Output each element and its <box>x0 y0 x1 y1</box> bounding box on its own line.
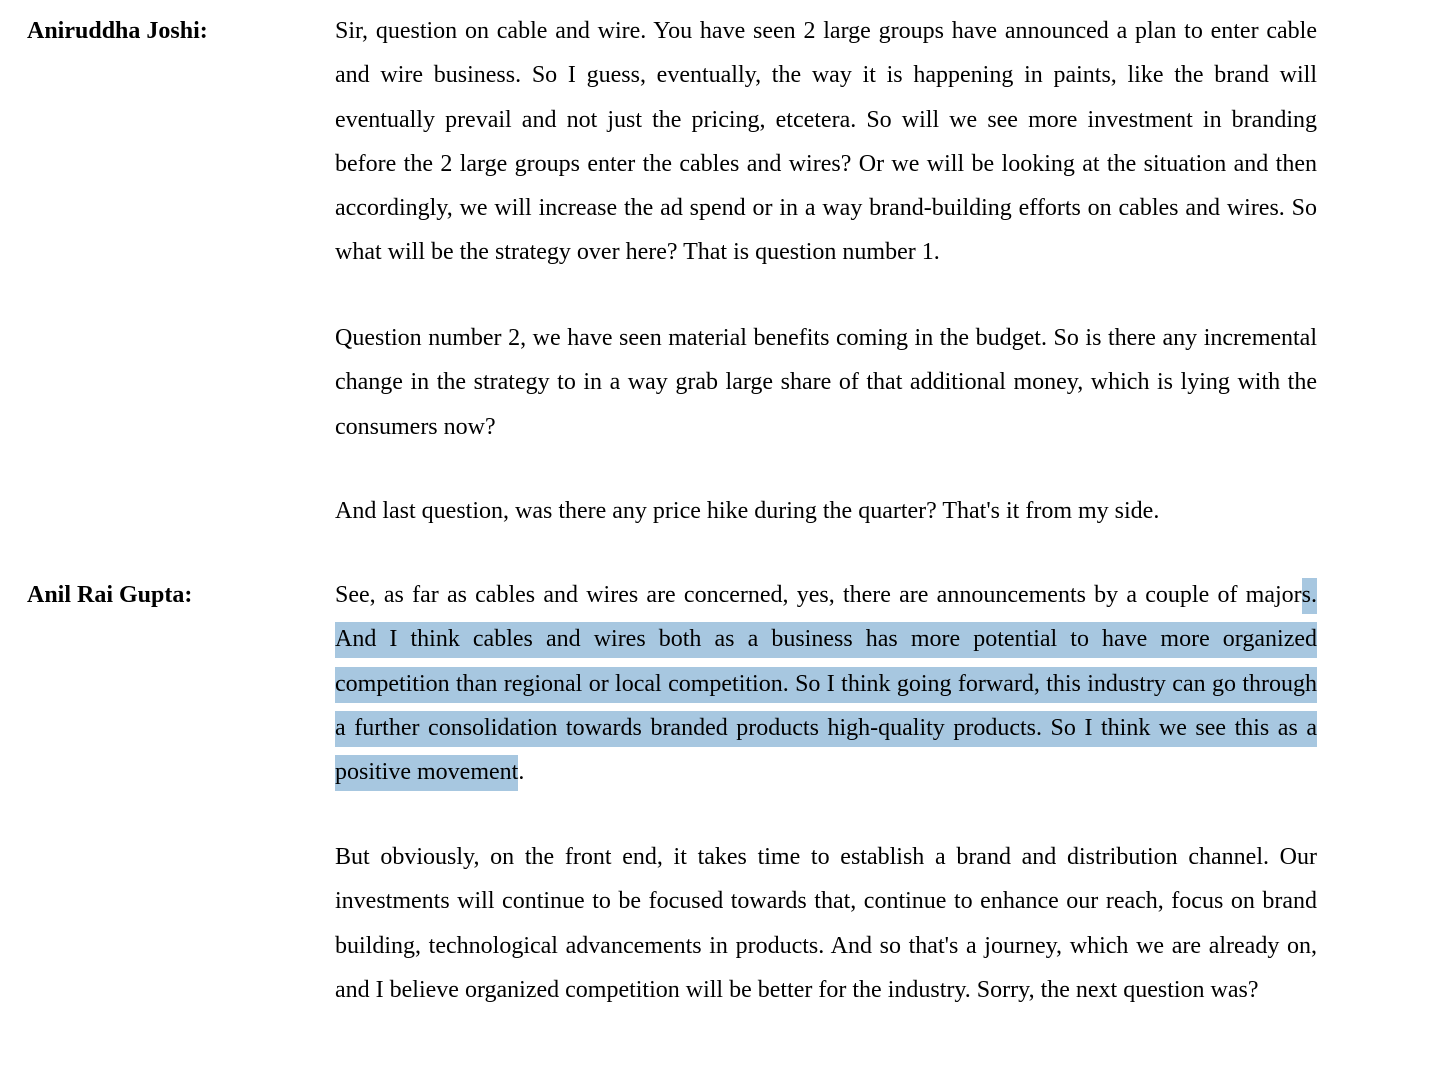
answer-text-after-selection: . <box>518 759 525 786</box>
answer-text-before-selection: See, as far as cables and wires are concerned, yes, there are announcements by a couple of major <box>335 582 1302 608</box>
question-paragraph-3[interactable]: And last question, was there any price hike during the quarter? That's it from my side. <box>335 498 1160 524</box>
speaker-name: Anil Rai Gupta: <box>27 582 193 608</box>
question-paragraph-1[interactable]: Sir, question on cable and wire. You have seen 2 large groups have announced a plan to enter cable and wire business. So I guess, eventually, the way it is happening in paints, like the brand will eventually prevail and not just the pricing, etcetera. So will we see more investment in branding before the 2 large groups enter the cables and wires? Or we will be looking at the situation and then accordingly, we will increase the ad spend or in a way brand-building efforts on cables and wires. So what will be the strategy over here? That is question number 1. <box>335 18 1317 266</box>
speaker-name: Aniruddha Joshi: <box>27 18 208 44</box>
answer-paragraph-1[interactable] <box>335 573 1317 794</box>
answer-paragraph-2[interactable]: But obviously, on the front end, it takes time to establish a brand and distribution channel. Our investments will continue to be focused towards that, continue to enhance our reach, focus on brand building, technological advancements in products. And so that's a journey, which we are already on, and I believe organized competition will be better for the industry. Sorry, the next question was? <box>335 844 1317 1003</box>
question-paragraph-2[interactable]: Question number 2, we have seen material benefits coming in the budget. So is there any incremental change in the strategy to in a way grab large share of that additional money, which is lying with the consumers now? <box>335 325 1317 440</box>
selected-text-highlight[interactable]: s. And I think cables and wires both as a business has more potential to have more organized competition than regional or local competition. So I think going forward, this industry can go through a further consolidation towards branded products high-quality products. So I think we see this as a positive movement <box>335 578 1317 791</box>
